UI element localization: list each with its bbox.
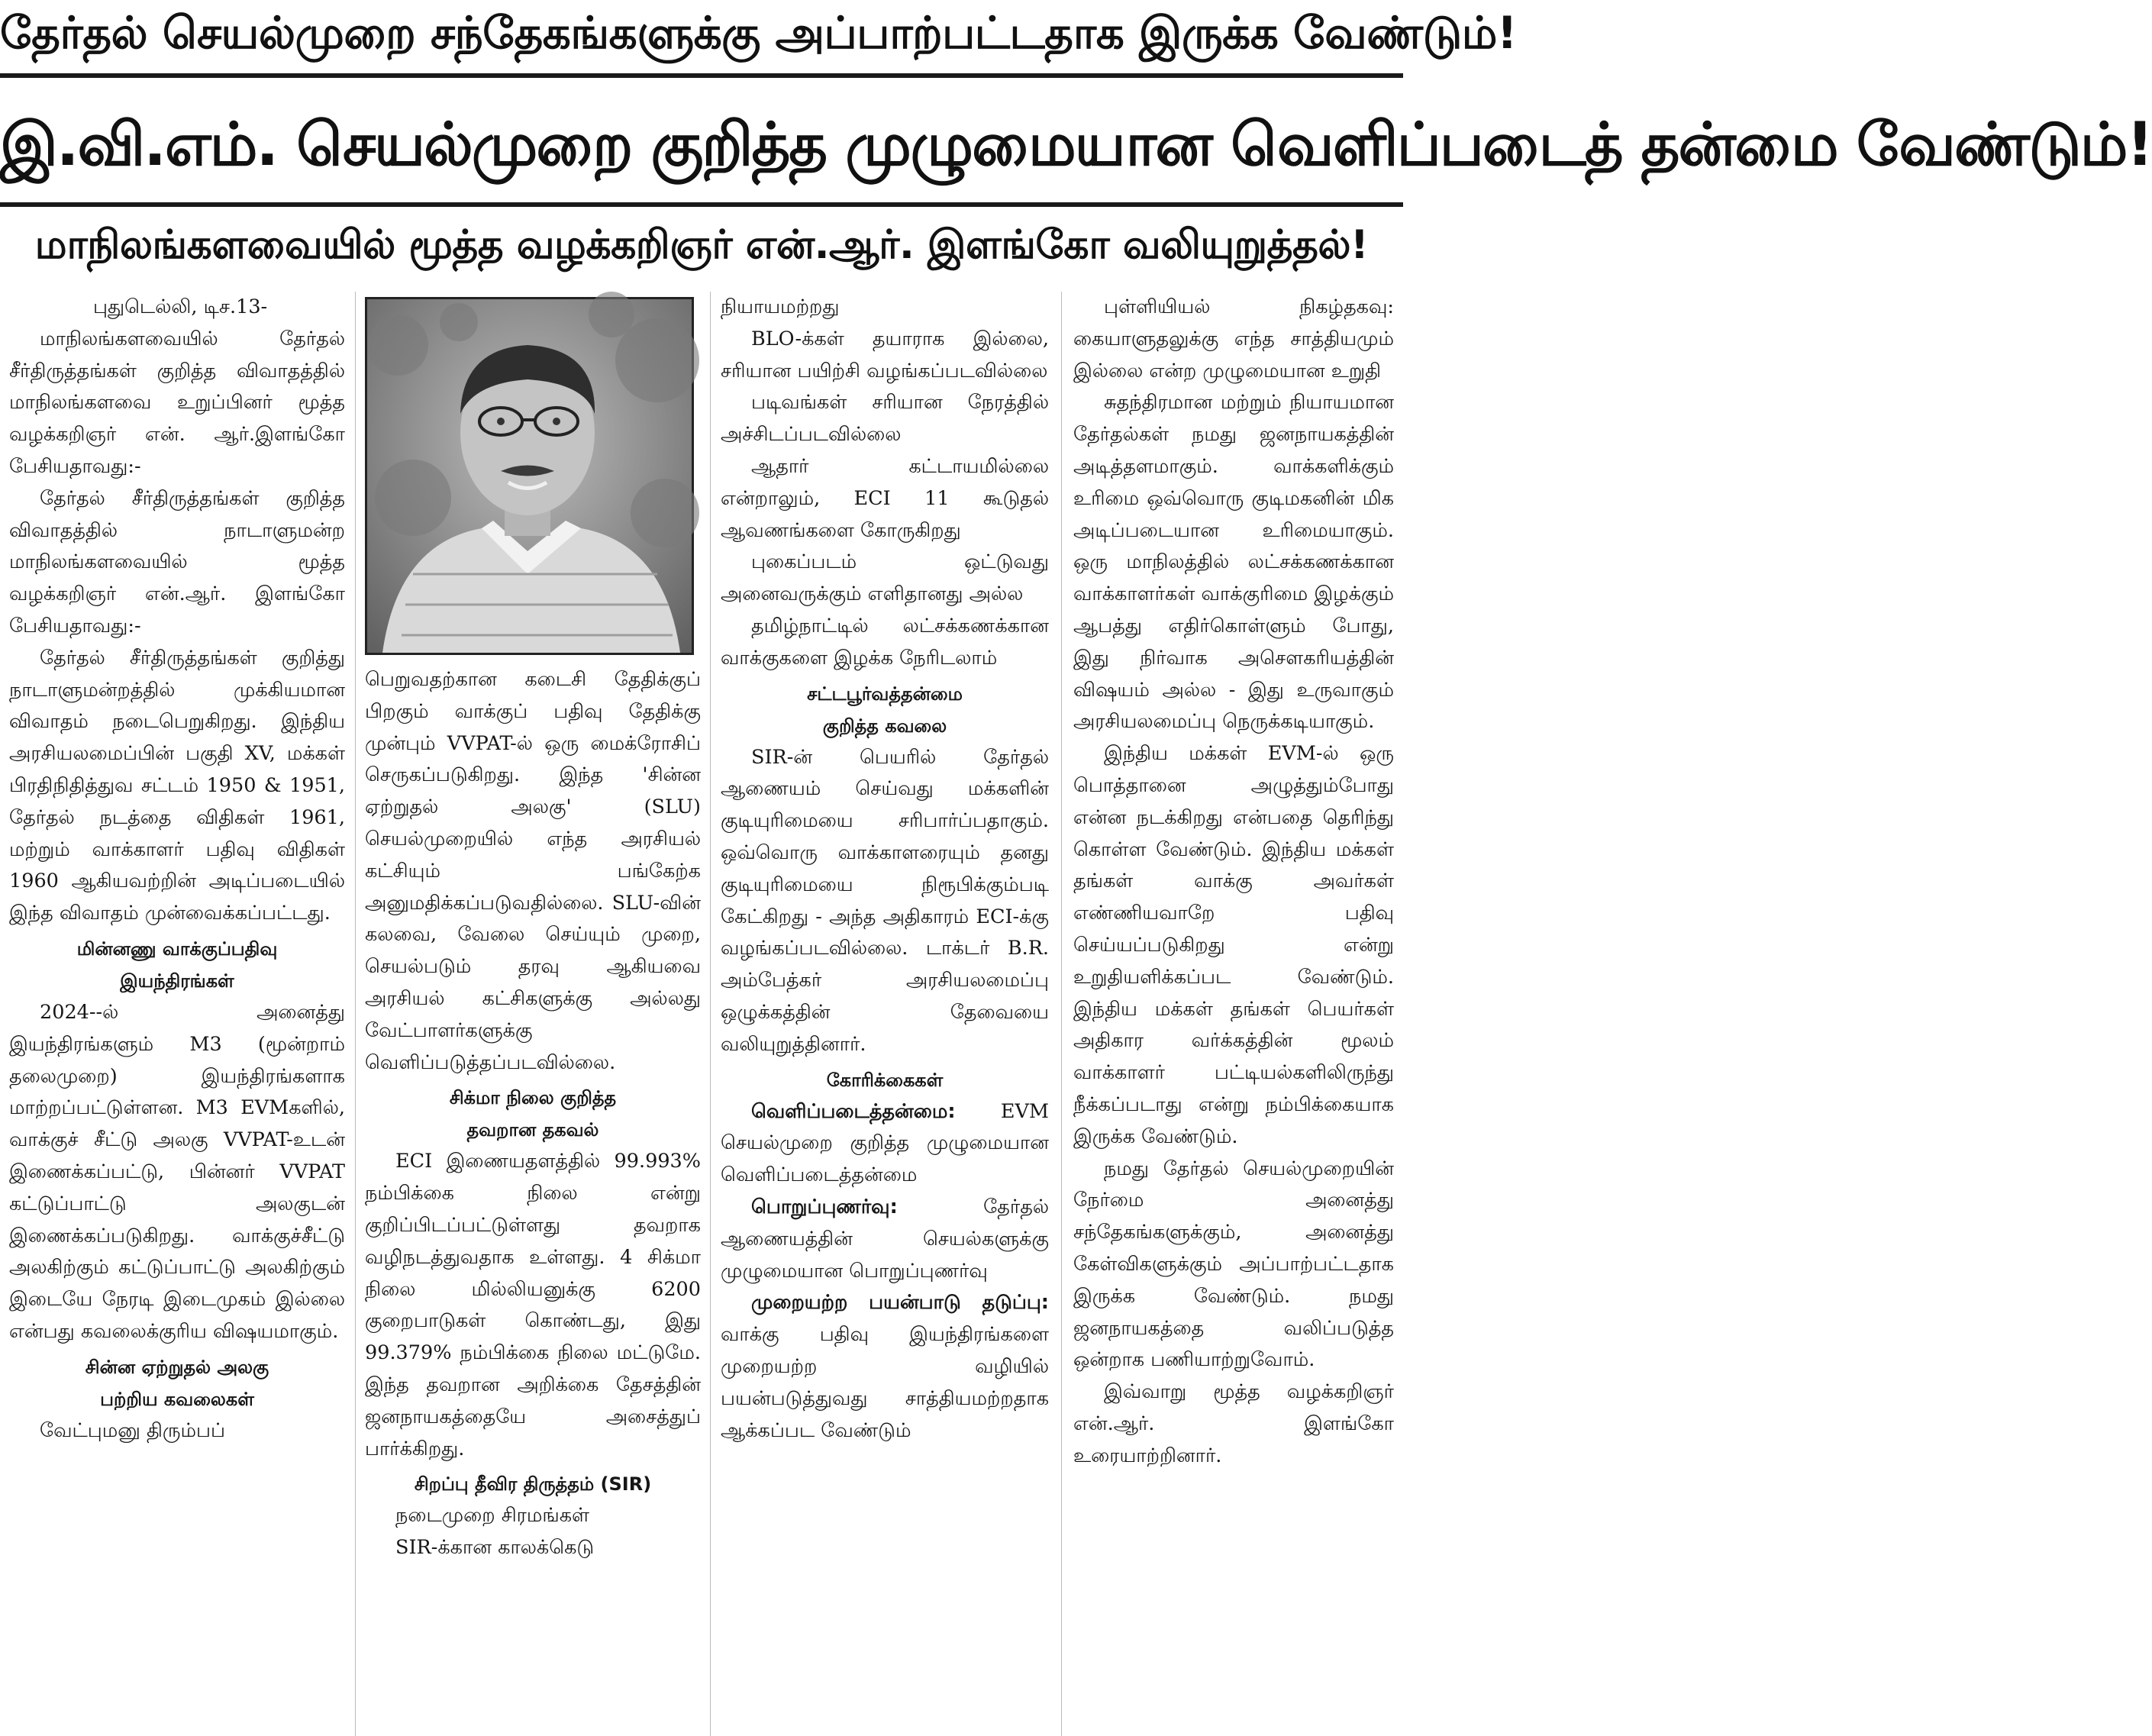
subheading-line: தவறான தகவல்: [466, 1119, 599, 1141]
paragraph: SIR-ன் பெயரில் தேர்தல் ஆணையம் செய்வது மக்களின் குடியுரிமையை சரிபார்ப்பதாகும். ஒவ்வொரு வாக்காளரையும் தனது குடியுரிமையை நிரூபிக்கும்படி கேட்கிறது - அந்த அதிகாரம் ECI-க்கு வழங்கப்படவில்லை. டாக்டர் B.R. அம்பேத்கர் அரசியலமைப்பு ஒழுக்கத்தின் தேவையை வலியுறுத்தினார்.: [721, 745, 1049, 1056]
paragraph: இந்திய மக்கள் EVM-ல் ஒரு பொத்தானை அழுத்தும்போது என்ன நடக்கிறது என்பதை தெரிந்து கொள்ள வேண்டும். இந்திய மக்கள் தங்கள் வாக்கு அவர்கள் எண்ணியவாறே பதிவு செய்யப்படுகிறது என்று உறுதியளிக்கப்பட வேண்டும். இந்திய மக்கள் தங்கள் பெயர்கள் அதிகார வர்க்கத்தின் மூலம் வாக்காளர் பட்டியல்களிலிருந்து நீக்கப்படாது என்று நம்பிக்கையாக இருக்க வேண்டும்.: [1073, 742, 1394, 1148]
subheading: [721, 678, 1049, 742]
paragraph: மாநிலங்களவையில் தேர்தல் சீர்திருத்தங்கள் குறித்த விவாதத்தில் மாநிலங்களவை உறுப்பினர் மூத்த வழக்கறிஞர் என். ஆர்.இளங்கோ பேசியதாவது:-: [9, 327, 345, 478]
article-column-3: [721, 292, 1049, 1736]
subheading-line: சின்ன ஏற்றுதல் அலகு: [85, 1356, 269, 1378]
paragraph: [721, 1192, 1049, 1287]
subheading: கோரிக்கைகள்: [826, 1069, 944, 1091]
column-divider: [710, 292, 711, 1736]
inline-label: வெளிப்படைத்தன்மை:: [751, 1099, 956, 1123]
paragraph-text: தேர்தல் ஆணையத்தின் செயல்களுக்கு முழுமையான பொறுப்புணர்வு: [721, 1195, 1049, 1283]
inline-label: புள்ளியியல் நிகழ்தகவு:: [1104, 295, 1394, 318]
article-column-1: [9, 292, 345, 1736]
subheading: [9, 933, 345, 997]
subheading-line: மின்னணு வாக்குப்பதிவு: [76, 937, 278, 960]
column-divider: [1061, 292, 1062, 1736]
paragraph: நடைமுறை சிரமங்கள்: [395, 1504, 590, 1528]
subheading-line: பற்றிய கவலைகள்: [100, 1388, 254, 1410]
paragraph: BLO-க்கள் தயாராக இல்லை, சரியான பயிற்சி வழங்கப்படவில்லை: [721, 327, 1049, 382]
paragraph: ஆதார் கட்டாயமில்லை என்றாலும், ECI 11 கூடுதல் ஆவணங்களை கோருகிறது: [721, 454, 1049, 542]
paragraph: தமிழ்நாட்டில் லட்சக்கணக்கான வாக்குகளை இழக்க நேரிடலாம்: [721, 614, 1049, 670]
paragraph: இவ்வாறு மூத்த வழக்கறிஞர் என்.ஆர். இளங்கோ உரையாற்றினார்.: [1073, 1380, 1394, 1467]
column-divider: [355, 292, 356, 1736]
article-column-4: [1073, 292, 1394, 1736]
paragraph: படிவங்கள் சரியான நேரத்தில் அச்சிடப்படவில்லை: [721, 391, 1049, 447]
portrait-photo: [365, 297, 694, 655]
paragraph-text: EVM செயல்முறை குறித்த முழுமையான வெளிப்படைத்தன்மை: [721, 1099, 1049, 1187]
paragraph: [721, 1096, 1049, 1192]
portrait-image: [367, 299, 692, 653]
subheading: சிறப்பு தீவிர திருத்தம் (SIR): [414, 1473, 652, 1496]
paragraph: நமது தேர்தல் செயல்முறையின் நேர்மை அனைத்து சந்தேகங்களுக்கும், அனைத்து கேள்விகளுக்கும் அப்பாற்பட்டதாக இருக்க வேண்டும். நமது ஜனநாயகத்தை வலிப்படுத்த ஒன்றாக பணியாற்றுவோம்.: [1073, 1157, 1394, 1372]
paragraph: [1073, 292, 1394, 387]
inline-label: பொறுப்புணர்வு:: [751, 1195, 898, 1218]
subheading-line: இயந்திரங்கள்: [120, 970, 234, 992]
kicker-headline: தேர்தல் செயல்முறை சந்தேகங்களுக்கு அப்பாற்பட்டதாக இருக்க வேண்டும்!: [0, 7, 1517, 59]
main-headline: இ.வி.எம். செயல்முறை குறித்த முழுமையான வெளிப்படைத் தன்மை வேண்டும்!: [0, 111, 2152, 179]
paragraph-text: கையாளுதலுக்கு எந்த சாத்தியமும் இல்லை என்ற முழுமையான உறுதி: [1073, 327, 1394, 382]
paragraph: [721, 1287, 1049, 1447]
sub-headline: மாநிலங்களவையில் மூத்த வழக்கறிஞர் என்.ஆர். இளங்கோ வலியுறுத்தல்!: [34, 222, 1369, 268]
paragraph: தேர்தல் சீர்திருத்தங்கள் குறித்த விவாதத்தில் நாடாளுமன்ற மாநிலங்களவையில் மூத்த வழக்கறிஞர் என்.ஆர். இளங்கோ பேசியதாவது:-: [9, 486, 345, 637]
subheading-line: சிக்மா நிலை குறித்த: [449, 1087, 617, 1109]
paragraph: பெறுவதற்கான கடைசி தேதிக்குப் பிறகும் வாக்குப் பதிவு தேதிக்கு முன்பும் VVPAT-ல் ஒரு மைக்ரோசிப் செருகப்படுகிறது. இந்த 'சின்ன ஏற்றுதல் அலகு' (SLU) செயல்முறையில் எந்த அரசியல் கட்சியும் பங்கேற்க அனுமதிக்கப்படுவதில்லை. SLU-வின் கலவை, வேலை செய்யும் முறை, செயல்படும் தரவு ஆகியவை அரசியல் கட்சிகளுக்கு அல்லது வேட்பாளர்களுக்கு வெளிப்படுத்தப்படவில்லை.: [365, 668, 701, 1074]
paragraph: சுதந்திரமான மற்றும் நியாயமான தேர்தல்கள் நமது ஜனநாயகத்தின் அடித்தளமாகும். வாக்களிக்கும் உரிமை ஒவ்வொரு குடிமகனின் மிக அடிப்படையான உரிமையாகும். ஒரு மாநிலத்தில் லட்சக்கணக்கான வாக்காளர்கள் வாக்குரிமை இழக்கும் ஆபத்து எதிர்கொள்ளும் போது, இது நிர்வாக அசௌகரியத்தின் விஷயம் அல்ல - இது உருவாகும் அரசியலமைப்பு நெருக்கடியாகும்.: [1073, 391, 1394, 734]
subheading: [365, 1082, 701, 1146]
subheading-line: சட்டபூர்வத்தன்மை: [807, 682, 963, 705]
paragraph: வேட்புமனு திரும்பப்: [40, 1418, 225, 1442]
article-column-2: [365, 664, 701, 1736]
paragraph: நியாயமற்றது: [721, 295, 840, 318]
dateline: புதுடெல்லி, டிச.13-: [93, 295, 268, 318]
paragraph: புகைப்படம் ஒட்டுவது அனைவருக்கும் எளிதானது அல்ல: [721, 550, 1049, 606]
paragraph-text: வாக்கு பதிவு இயந்திரங்களை முறையற்ற வழியில் பயன்படுத்துவது சாத்தியமற்றதாக ஆக்கப்பட வேண்டும்: [721, 1323, 1049, 1442]
headline-rule-mid: [0, 202, 1403, 207]
inline-label: முறையற்ற பயன்பாடு தடுப்பு:: [751, 1291, 1049, 1315]
headline-rule-top: [0, 73, 1403, 78]
subheading: [9, 1351, 345, 1415]
paragraph: 2024--ல் அனைத்து இயந்திரங்களும் M3 (மூன்றாம் தலைமுறை) இயந்திரங்களாக மாற்றப்பட்டுள்ளன. M3 EVMகளில், வாக்குச் சீட்டு அலகு VVPAT-உடன் இணைக்கப்பட்டு, பின்னர் VVPAT கட்டுப்பாட்டு அலகுடன் இணைக்கப்படுகிறது. வாக்குச்சீட்டு அலகிற்கும் கட்டுப்பாட்டு அலகிற்கும் இடையே நேரடி இடைமுகம் இல்லை என்பது கவலைக்குரிய விஷயமாகும்.: [9, 1000, 345, 1343]
subheading-line: குறித்த கவலை: [822, 715, 947, 737]
paragraph: ECI இணையதளத்தில் 99.993% நம்பிக்கை நிலை என்று குறிப்பிடப்பட்டுள்ளது தவறாக வழிநடத்துவதாக உள்ளது. 4 சிக்மா நிலை மில்லியனுக்கு 6200 குறைபாடுகள் கொண்டது, இது 99.379% நம்பிக்கை நிலை மட்டுமே. இந்த தவறான அறிக்கை தேசத்தின் ஜனநாயகத்தையே அசைத்துப் பார்க்கிறது.: [365, 1150, 701, 1460]
paragraph: SIR-க்கான காலக்கெடு: [395, 1536, 595, 1560]
paragraph: தேர்தல் சீர்திருத்தங்கள் குறித்து நாடாளுமன்றத்தில் முக்கியமான விவாதம் நடைபெறுகிறது. இந்திய அரசியலமைப்பின் பகுதி XV, மக்கள் பிரதிநிதித்துவ சட்டம் 1950 & 1951, தேர்தல் நடத்தை விதிகள் 1961, மற்றும் வாக்காளர் பதிவு விதிகள் 1960 ஆகியவற்றின் அடிப்படையில் இந்த விவாதம் முன்வைக்கப்பட்டது.: [9, 646, 345, 925]
